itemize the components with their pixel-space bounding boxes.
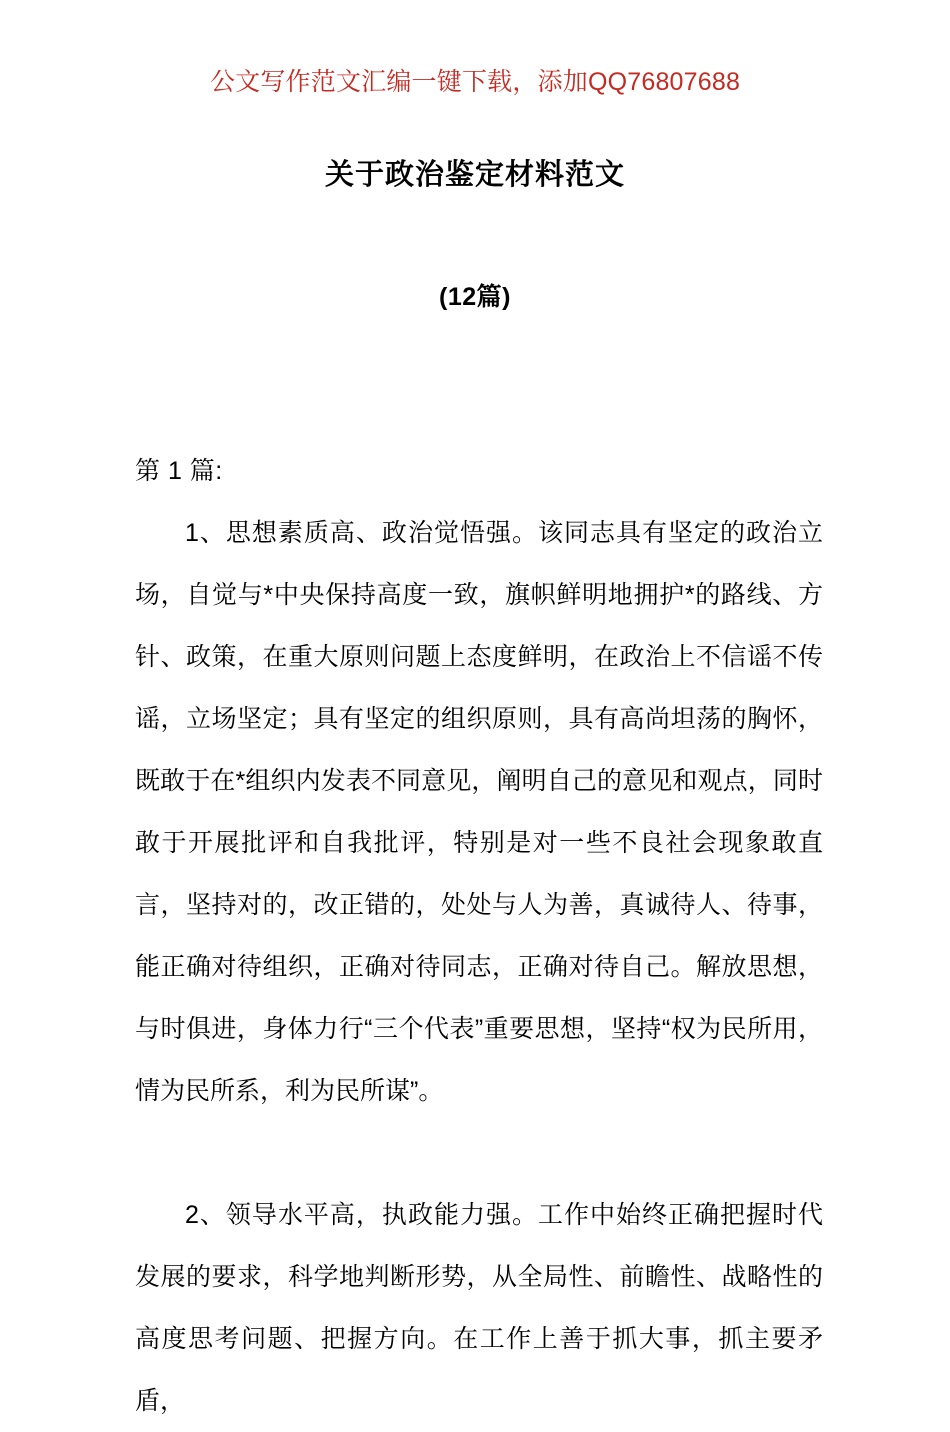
body-paragraph-1: 1、思想素质高、政治觉悟强。该同志具有坚定的政治立场，自觉与*中央保持高度一致，旗帜鲜明地拥护*的路线、方针、政策，在重大原则问题上态度鲜明，在政治上不信谣不传谣，立场坚定；具有坚定的组织原则，具有高尚坦荡的胸怀，既敢于在*组织内发表不同意见，阐明自己的意见和观点，同时敢于开展批评和自我批评，特别是对一些不良社会现象敢直言，坚持对的，改正错的，处处与人为善，真诚待人、待事，能正确对待组织，正确对待同志，正确对待自己。解放思想，与时俱进，身体力行“三个代表”重要思想，坚持“权为民所用，情为民所系，利为民所谋”。	[135, 519, 823, 1105]
header-watermark-text: 公文写作范文汇编一键下载，添加QQ76807688	[209, 68, 741, 96]
document-subtitle: (12篇)	[439, 283, 511, 311]
paragraph-spacer	[135, 1122, 823, 1184]
document-title: 关于政治鉴定材料范文	[324, 159, 625, 191]
document-body	[135, 440, 823, 1432]
body-paragraph-2: 2、领导水平高，执政能力强。工作中始终正确把握时代发展的要求，科学地判断形势，从全局性、前瞻性、战略性的高度思考问题、把握方向。在工作上善于抓大事，抓主要矛盾，	[135, 1201, 823, 1415]
section-label-piece-1: 第 1 篇:	[135, 457, 223, 485]
